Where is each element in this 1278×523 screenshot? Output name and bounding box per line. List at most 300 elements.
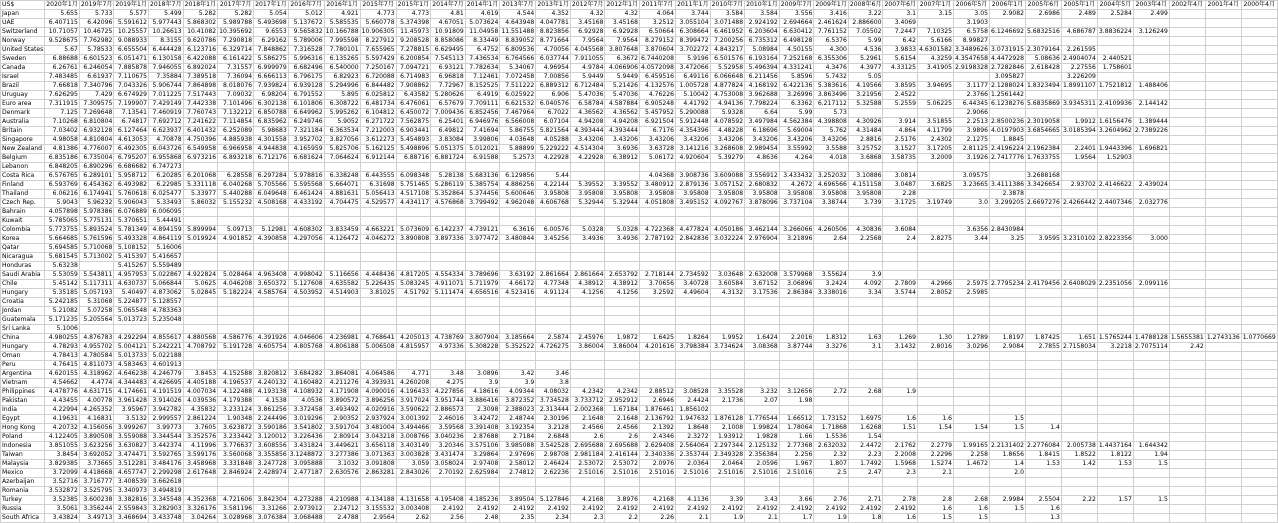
value-cell: 4.3476 — [814, 64, 849, 73]
value-cell: 3.890572 — [324, 397, 360, 406]
value-cell: 11.45973 — [396, 28, 431, 37]
value-cell — [324, 262, 360, 271]
value-cell: 3.155532 — [360, 505, 396, 514]
value-cell: 4.171908 — [324, 388, 360, 397]
value-cell — [954, 352, 990, 361]
value-cell: 7.340796 — [79, 82, 114, 91]
value-cell — [1169, 442, 1205, 451]
country-cell: Uruguay — [1, 91, 45, 100]
value-cell: 4.22144 — [536, 181, 571, 190]
value-cell — [570, 253, 605, 262]
value-cell — [1025, 478, 1061, 487]
value-cell — [1169, 325, 1205, 334]
value-cell — [1097, 388, 1133, 397]
value-cell — [1205, 280, 1241, 289]
value-cell — [1097, 271, 1133, 280]
value-cell: 2.6848 — [536, 433, 571, 442]
value-cell: 3.120012 — [254, 433, 289, 442]
value-cell: 4.240132 — [254, 379, 289, 388]
value-cell — [1025, 244, 1061, 253]
value-cell: 3.833459 — [324, 226, 360, 235]
value-cell — [1169, 10, 1205, 19]
table-row — [1, 487, 1278, 496]
value-cell — [1133, 55, 1169, 64]
value-cell — [360, 208, 396, 217]
value-cell — [1205, 136, 1241, 145]
value-cell — [710, 163, 745, 172]
value-cell: 1.5655381 — [1170, 334, 1204, 341]
value-cell: 3.95808 — [676, 190, 711, 199]
value-cell: 3.431474 — [431, 451, 466, 460]
value-cell — [1205, 19, 1241, 28]
value-cell — [1097, 370, 1133, 379]
value-cell — [1169, 91, 1205, 100]
value-cell — [1169, 451, 1205, 460]
value-cell — [1025, 217, 1061, 226]
value-cell: 4.22994 — [45, 406, 80, 415]
value-cell: 4.36562 — [570, 109, 605, 118]
table-row — [1, 262, 1278, 271]
value-cell — [536, 244, 571, 253]
column-header: 2011年1月 — [677, 1, 709, 8]
value-cell: 2.0364 — [676, 460, 711, 469]
value-cell — [1061, 217, 1097, 226]
value-cell: 3.890508 — [79, 433, 114, 442]
value-cell: 3.592765 — [149, 451, 184, 460]
value-cell: 3.9 — [848, 271, 883, 280]
value-cell: 3.34 — [848, 289, 883, 298]
value-cell: 4.94208 — [570, 118, 605, 127]
value-cell: 2.4192 — [570, 505, 605, 514]
value-cell — [465, 163, 500, 172]
value-cell: 2.1762 — [883, 442, 918, 451]
value-cell: 3.226209 — [1061, 73, 1097, 82]
value-cell: 1.776544 — [745, 415, 780, 424]
value-cell: 2.46016 — [431, 415, 466, 424]
column-header: 2004年5月 — [1097, 1, 1133, 10]
value-cell — [640, 244, 676, 253]
value-cell: 1.8845 — [990, 136, 1026, 145]
value-cell — [431, 253, 466, 262]
value-cell: 2.787192 — [640, 235, 676, 244]
value-cell: 4.1136 — [676, 496, 711, 505]
value-cell — [1169, 397, 1205, 406]
value-cell — [1025, 289, 1061, 298]
value-cell: 3.985088 — [500, 442, 536, 451]
value-cell: 6.810804 — [79, 118, 114, 127]
value-cell: 5.586275 — [254, 55, 289, 64]
value-cell — [779, 352, 814, 361]
value-cell — [1241, 226, 1277, 235]
value-cell — [779, 406, 814, 415]
value-cell: 4.00778 — [79, 397, 114, 406]
value-cell: 4.36562 — [605, 109, 640, 118]
value-cell: 3.3276 — [814, 343, 849, 352]
value-cell — [1061, 379, 1097, 388]
value-cell: 5.9052 — [324, 118, 360, 127]
table-row — [1, 325, 1278, 334]
value-cell: 4.390858 — [254, 235, 289, 244]
value-cell: 5.10042 — [676, 91, 711, 100]
value-cell: 3.356244 — [79, 505, 114, 514]
value-cell — [779, 487, 814, 496]
value-cell: 2.477187 — [288, 469, 324, 478]
value-cell: 5.162125 — [360, 145, 396, 154]
value-cell — [710, 208, 745, 217]
header-row — [1, 1, 1278, 10]
value-cell — [779, 316, 814, 325]
value-cell: 2.9984 — [990, 496, 1026, 505]
value-cell: 2.9084 — [990, 343, 1026, 352]
value-cell: 2.4192 — [605, 505, 640, 514]
value-cell: 2.937924 — [360, 415, 396, 424]
value-cell — [745, 361, 780, 370]
value-cell: 7.13541 — [114, 109, 149, 118]
table-row — [1, 109, 1278, 118]
value-cell: 3.807648 — [605, 46, 640, 55]
value-cell: 3.744 — [676, 10, 711, 19]
value-cell: 2.8275 — [918, 235, 954, 244]
value-cell — [465, 487, 500, 496]
value-cell: 4.122405 — [45, 433, 80, 442]
value-cell: 1.53 — [1097, 460, 1133, 469]
value-cell: 4.393931 — [360, 379, 396, 388]
column-header: 2013年1月 — [537, 1, 569, 8]
value-cell: 4.726275 — [536, 343, 571, 352]
value-cell: 3.961428 — [114, 397, 149, 406]
value-cell — [990, 217, 1026, 226]
value-cell: 1.0770669 — [1242, 334, 1276, 341]
value-cell: 4.51792 — [396, 289, 431, 298]
value-cell — [1241, 379, 1277, 388]
value-cell: 3.1032 — [324, 460, 360, 469]
value-cell: 5.825706 — [324, 145, 360, 154]
value-cell: 7.278815 — [396, 46, 431, 55]
value-cell: 4.275 — [431, 379, 466, 388]
value-cell: 2.1 — [745, 514, 780, 523]
value-cell: 6.246054 — [79, 64, 114, 73]
value-cell: 3.798384 — [676, 343, 711, 352]
value-cell — [1097, 424, 1133, 433]
value-cell: 2.144142 — [1133, 100, 1169, 109]
value-cell — [1205, 55, 1241, 64]
value-cell — [431, 478, 466, 487]
value-cell: 1.4 — [1025, 424, 1061, 433]
value-cell: 6.791552 — [288, 91, 324, 100]
value-cell — [990, 370, 1026, 379]
value-cell: 3.0896 — [465, 370, 500, 379]
value-cell: 5.07258 — [79, 307, 114, 316]
value-cell — [745, 298, 780, 307]
value-cell — [1097, 253, 1133, 262]
value-cell: 1.7521812 — [1098, 82, 1132, 89]
value-cell: 6.3672 — [605, 55, 640, 64]
value-cell — [431, 244, 466, 253]
value-cell — [1169, 190, 1205, 199]
value-cell: 4.738769 — [431, 334, 466, 343]
value-cell: 5.12981 — [254, 226, 289, 235]
value-cell: 3.4936 — [570, 235, 605, 244]
value-cell: 4.0536 — [288, 397, 324, 406]
value-cell — [1061, 487, 1097, 496]
value-cell: 5.53059 — [45, 271, 80, 280]
value-cell — [883, 433, 918, 442]
value-cell: 7.911055 — [570, 55, 605, 64]
value-cell — [1205, 208, 1241, 217]
value-cell — [431, 352, 466, 361]
value-cell — [570, 370, 605, 379]
value-cell — [1169, 109, 1205, 118]
value-cell — [918, 298, 954, 307]
value-cell — [848, 352, 883, 361]
value-cell: 3.9595 — [1025, 235, 1061, 244]
value-cell — [183, 262, 218, 271]
value-cell — [1061, 406, 1097, 415]
value-cell — [431, 307, 466, 316]
value-cell: 4.22928 — [570, 154, 605, 163]
value-cell — [1241, 325, 1277, 334]
value-cell: 7.309575 — [79, 100, 114, 109]
value-cell: 4.50155 — [779, 46, 814, 55]
value-cell: 7.562875 — [396, 118, 431, 127]
country-cell: China — [1, 334, 45, 343]
value-cell: 5.995262 — [324, 109, 360, 118]
value-cell — [745, 163, 780, 172]
country-cell: Azerbaijan — [1, 478, 45, 487]
value-cell — [1169, 379, 1205, 388]
country-cell: Chile — [1, 280, 45, 289]
country-cell: Kuwait — [1, 217, 45, 226]
value-cell: 2.4472 — [848, 442, 883, 451]
value-cell — [1061, 352, 1097, 361]
value-cell — [1205, 199, 1241, 208]
value-cell — [640, 307, 676, 316]
value-cell: 6.674929 — [114, 91, 149, 100]
value-cell: 6.444428 — [149, 46, 184, 55]
value-cell — [1133, 424, 1169, 433]
column-header: 2015年1月 — [397, 1, 430, 8]
value-cell: 7.252168 — [779, 55, 814, 64]
value-cell: 6.835186 — [45, 154, 80, 163]
value-cell: 3.21896 — [779, 235, 814, 244]
value-cell: 1.5968 — [883, 460, 918, 469]
country-cell: Pakistan — [1, 397, 45, 406]
value-cell — [570, 361, 605, 370]
value-cell: 3.95808 — [710, 190, 745, 199]
value-cell — [990, 478, 1026, 487]
value-cell — [1241, 442, 1277, 451]
value-cell: 10.71057 — [45, 28, 80, 37]
value-cell: 4.536 — [848, 46, 883, 55]
value-cell: 5.073624 — [465, 19, 500, 28]
value-cell — [848, 487, 883, 496]
value-cell — [1241, 406, 1277, 415]
value-cell: 6.29162 — [254, 37, 289, 46]
value-cell: 1.8197 — [990, 334, 1026, 343]
value-cell: 5.374456 — [465, 190, 500, 199]
value-cell — [779, 253, 814, 262]
value-cell: 5.31068 — [79, 298, 114, 307]
value-cell: 3.494466 — [396, 424, 431, 433]
value-cell: 8.152525 — [465, 82, 500, 91]
value-cell — [465, 244, 500, 253]
value-cell: 2.62236 — [536, 469, 571, 478]
value-cell: 5.67 — [45, 46, 80, 55]
value-cell: 2.1648 — [570, 415, 605, 424]
value-cell — [954, 415, 990, 424]
value-cell: 8.99827 — [954, 37, 990, 46]
table-row — [1, 46, 1278, 55]
value-cell: 4.210988 — [324, 496, 360, 505]
value-cell: 3.95808 — [640, 190, 676, 199]
value-cell — [918, 361, 954, 370]
value-cell: 1.8415 — [1025, 451, 1061, 460]
value-cell: 3.55624 — [814, 271, 849, 280]
value-cell — [1025, 37, 1061, 46]
country-cell: South Africa — [1, 514, 45, 523]
value-cell: 3.141216 — [676, 145, 711, 154]
value-cell — [1205, 181, 1241, 190]
value-cell — [1241, 253, 1277, 262]
value-cell: 3.897336 — [431, 235, 466, 244]
value-cell — [1133, 208, 1169, 217]
value-cell: 3.071488 — [710, 19, 745, 28]
value-cell: 6.200854 — [396, 55, 431, 64]
value-cell — [954, 406, 990, 415]
value-cell: 3.345548 — [149, 496, 184, 505]
value-cell — [605, 253, 640, 262]
value-cell — [1205, 109, 1241, 118]
value-cell — [1025, 487, 1061, 496]
value-cell: 4.881631 — [324, 190, 360, 199]
value-cell: 7.110675 — [114, 73, 149, 82]
value-cell — [710, 325, 745, 334]
value-cell: 10.166788 — [325, 28, 359, 35]
value-cell — [1205, 37, 1241, 46]
value-cell — [254, 208, 289, 217]
value-cell: 4.810804 — [79, 136, 114, 145]
value-cell: 7.00856 — [536, 73, 571, 82]
value-cell: 3.86004 — [570, 343, 605, 352]
value-cell — [883, 262, 918, 271]
table-row — [1, 190, 1278, 199]
value-cell: 3.95808 — [848, 190, 883, 199]
value-cell: 6.043726 — [149, 145, 184, 154]
value-cell — [1133, 433, 1169, 442]
value-cell — [1097, 478, 1133, 487]
value-cell — [954, 469, 990, 478]
value-cell: 3.55992 — [779, 145, 814, 154]
value-cell — [536, 208, 571, 217]
value-cell: 4.901852 — [218, 235, 254, 244]
value-cell: 5.39279 — [710, 154, 745, 163]
value-cell: 2.47 — [848, 469, 883, 478]
value-cell: 6.892024 — [183, 64, 218, 73]
value-cell — [218, 253, 254, 262]
value-cell: 1.9 — [814, 514, 849, 523]
value-cell — [465, 361, 500, 370]
value-cell: 5.282 — [218, 10, 254, 19]
value-cell: 3.716777 — [79, 478, 114, 487]
value-cell — [1097, 316, 1133, 325]
value-cell: 6.7440208 — [641, 55, 675, 62]
value-cell: 2.353744 — [676, 451, 711, 460]
table-row — [1, 55, 1278, 64]
value-cell: 5.496394 — [745, 64, 780, 73]
value-cell: 2.68 — [848, 388, 883, 397]
value-cell: 3.340973 — [114, 487, 149, 496]
value-cell: 4.09344 — [500, 388, 536, 397]
value-cell: 6.4919 — [465, 91, 500, 100]
value-cell: 4.773 — [360, 10, 396, 19]
value-cell — [814, 352, 849, 361]
value-cell — [500, 298, 536, 307]
table-row — [1, 433, 1278, 442]
value-cell: 2.032776 — [1133, 199, 1169, 208]
value-cell: 5.290088 — [676, 109, 711, 118]
value-cell: 2.1736 — [710, 397, 745, 406]
value-cell — [1205, 82, 1241, 91]
value-cell — [1241, 451, 1277, 460]
value-cell: 4.22928 — [536, 154, 571, 163]
value-cell: 5.331118 — [183, 181, 218, 190]
value-cell — [710, 487, 745, 496]
value-cell — [360, 244, 396, 253]
value-cell — [1205, 235, 1241, 244]
column-header: 2019年7月 — [80, 1, 113, 8]
value-cell: 2.861224 — [183, 415, 218, 424]
value-cell — [1025, 388, 1061, 397]
value-cell: 3.8453 — [183, 370, 218, 379]
value-cell: 5.205564 — [79, 316, 114, 325]
value-cell: 6.88688 — [45, 55, 80, 64]
value-cell — [1061, 478, 1097, 487]
value-cell: 2.80914 — [324, 433, 360, 442]
value-cell: 8.823856 — [536, 28, 571, 37]
value-cell: 2.5975 — [954, 280, 990, 289]
value-cell: 3.952702 — [288, 136, 324, 145]
value-cell: 4.957953 — [114, 271, 149, 280]
column-header: 2016年1月 — [324, 1, 360, 10]
value-cell: 6.193164 — [745, 55, 780, 64]
value-cell — [1133, 361, 1169, 370]
column-header: 2015年7月 — [360, 1, 396, 10]
value-cell — [254, 262, 289, 271]
value-cell — [1061, 271, 1097, 280]
value-cell: 6.025922 — [500, 91, 536, 100]
country-cell: Romania — [1, 487, 45, 496]
value-cell: 4.477824 — [676, 226, 711, 235]
value-cell — [918, 316, 954, 325]
value-cell: 5.899994 — [183, 226, 218, 235]
value-cell — [779, 307, 814, 316]
value-cell — [1133, 46, 1169, 55]
value-cell: 2.32 — [814, 451, 849, 460]
value-cell — [779, 217, 814, 226]
value-cell — [848, 370, 883, 379]
value-cell: 5.47036 — [605, 91, 640, 100]
value-cell: 3.579968 — [779, 271, 814, 280]
value-cell — [954, 370, 990, 379]
value-cell: 4.886256 — [500, 181, 536, 190]
value-cell: 1.54 — [954, 424, 990, 433]
value-cell: 1.8648 — [676, 424, 711, 433]
value-cell — [1241, 415, 1277, 424]
value-cell — [779, 244, 814, 253]
value-cell: 6.796175 — [288, 73, 324, 82]
value-cell: 7.655965 — [360, 46, 396, 55]
value-cell: 3.94695 — [918, 82, 954, 91]
